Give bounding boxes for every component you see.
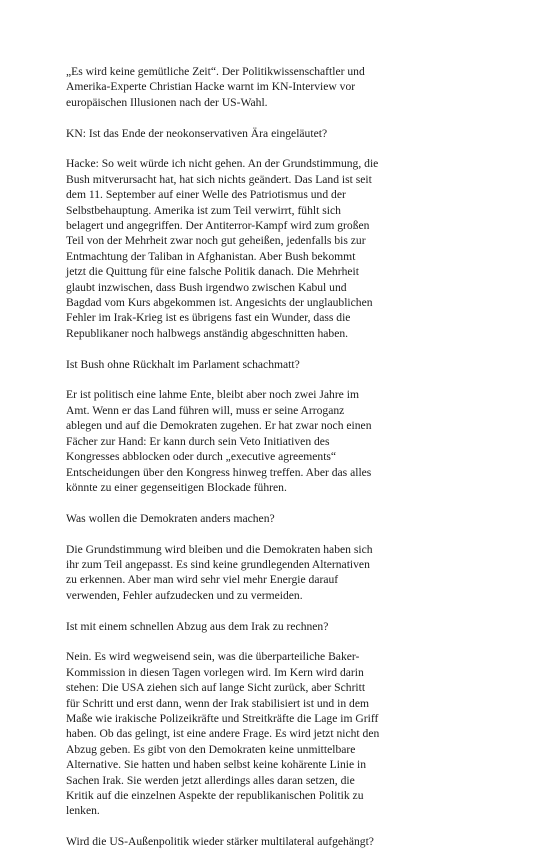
question-paragraph: Ist mit einem schnellen Abzug aus dem Irak zu rechnen? [66, 619, 329, 633]
question-paragraph: Was wollen die Demokraten anders machen? [66, 511, 275, 525]
question-paragraph: Wird die US-Außenpolitik wieder stärker multilateral aufgehängt? [66, 835, 374, 849]
answer-paragraph: Die Grundstimmung wird bleiben und die Demokraten haben sich ihr zum Teil angepasst. Es sind keine grundlegenden Alternativen zu erkennen. Aber man wird sehr viel mehr Energie darauf verwenden, Fehler aufzudecken und zu vermeiden. [66, 542, 373, 602]
document-page [66, 64, 384, 850]
answer-paragraph: Nein. Es wird wegweisend sein, was die überparteiliche Baker- Kommission in diesen Tagen vorlegen wird. Im Kern wird darin stehen: Die USA ziehen sich auf lange Sicht zurück, aber Schritt für Schritt und erst dann, wenn der Irak stabilisiert ist und in dem Maße wie irakische Polizeikräfte und Streitkräfte die Lage im Griff haben. Ob das gelingt, ist eine andere Frage. Es wird jetzt nicht den Abzug geben. Es gibt von den Demokraten keine unmittelbare Alternative. Sie hatten und haben selbst keine kohärente Linie in Sachen Irak. Sie werden jetzt allerdings alles daran setzen, die Kritik auf die einzelnen Aspekte der republikanischen Politik zu lenken. [66, 650, 380, 818]
answer-paragraph: Hacke: So weit würde ich nicht gehen. An der Grundstimmung, die Bush mitverursacht hat, hat sich nichts geändert. Das Land ist seit dem 11. September auf einer Welle des Patriotismus und der Selbstbehauptung. Amerika ist zum Teil verwirrt, fühlt sich belagert und angegriffen. Der Antiterror-Kampf wird zum großen Teil von der Mehrheit zwar noch gut geheißen, jedenfalls bis zur Entmachtung der Taliban in Afghanistan. Aber Bush bekommt jetzt die Quittung für eine falsche Politik danach. Die Mehrheit glaubt inzwischen, dass Bush irgendwo zwischen Kabul und Bagdad vom Kurs abgekommen ist. Angesichts der unglaublichen Fehler im Irak-Krieg ist es übrigens fast ein Wunder, dass die Republikaner noch halbwegs anständig abgeschnitten haben. [66, 157, 379, 340]
question-paragraph: Ist Bush ohne Rückhalt im Parlament schachmatt? [66, 357, 300, 371]
question-paragraph: KN: Ist das Ende der neokonservativen Ära eingeläutet? [66, 126, 328, 140]
intro-paragraph: „Es wird keine gemütliche Zeit“. Der Politikwissenschaftler und Amerika-Experte Christian Hacke warnt im KN-Interview vor europäischen Illusionen nach der US-Wahl. [66, 65, 365, 109]
answer-paragraph: Er ist politisch eine lahme Ente, bleibt aber noch zwei Jahre im Amt. Wenn er das Land führen will, muss er seine Arroganz ablegen und auf die Demokraten zugehen. Er hat zwar noch einen Fächer zur Hand: Er kann durch sein Veto Initiativen des Kongresses abblocken oder durch „executive agreements“ Entscheidungen über den Kongress hinweg treffen. Aber das alles könnte zu einer gegenseitigen Blockade führen. [66, 388, 372, 494]
